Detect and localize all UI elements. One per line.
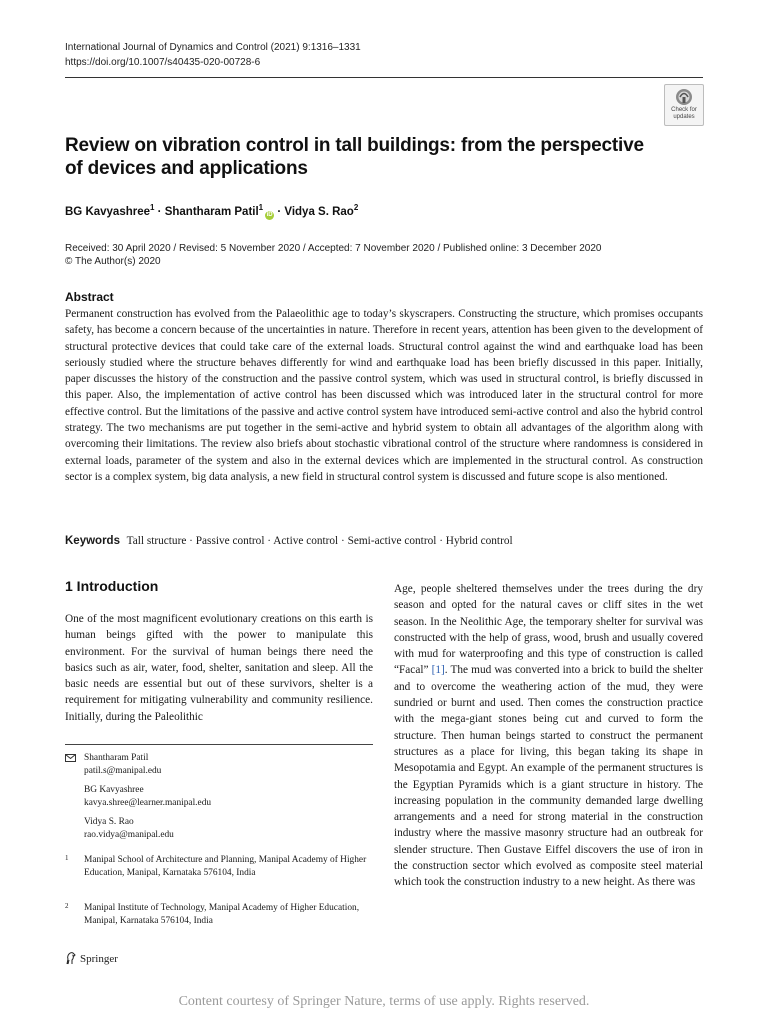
affiliation-number: 1 xyxy=(65,854,69,862)
author-separator: · xyxy=(154,205,165,218)
contact-email[interactable]: kavya.shree@learner.manipal.edu xyxy=(84,798,212,808)
affiliation-number: 2 xyxy=(65,902,69,910)
publisher-logo xyxy=(65,952,118,965)
mail-icon xyxy=(65,754,76,762)
contact-entry xyxy=(84,784,211,810)
journal-header xyxy=(65,40,361,70)
body-right-column xyxy=(394,581,703,891)
citation-link[interactable]: [1] xyxy=(431,664,445,677)
orcid-icon[interactable]: iD xyxy=(266,211,273,218)
body-left-column: One of the most magnificent evolutionary creations on this earth is human beings gifted with the power to manipulate this environment. For the survival of human beings there need the basics such as air, water, food, shelter, sanitation and sleep. All the basic needs are essential but out of these survivors, shelter is a requirement for mitigating vulnerability and community resilience. Initially, during the Paleolithic xyxy=(65,613,373,723)
footnote-divider xyxy=(65,744,373,745)
body-text: . The mud was converted into a brick to build the shelter and to overcome the weathering action of the mud, they were sundried or burnt and used. Then comes the construction practice with the mega-giant stones being cut and curved to form the structure. Then human beings started to construct the permanent structures as a place for living, this began taking its shape in Mesopotamia and Egypt. An example of the permanent structures is the Egyptian Pyramids which is a giant structure in history. The increasing population in the community demanded large dwelling arrangements and a need for strong material in the construction industry where the massive masonry structure had an outbreak for slender structure. Then Gustave Eiffel discovers the use of iron in the construction sector which evolved as composite steel material which took the construction industry to a new height. As there was xyxy=(394,664,703,889)
courtesy-notice: Content courtesy of Springer Nature, terms of use apply. Rights reserved. xyxy=(178,994,590,1009)
contact-name: BG Kavyashree xyxy=(84,785,144,795)
author-separator: · xyxy=(274,205,285,218)
author-affil-num: 1 xyxy=(150,203,155,212)
contact-entry xyxy=(84,816,174,842)
body-text: Age, people sheltered themselves under the trees during the dry season and opted for the natural caves or cliff sites in the wet season. In the Neolithic Age, the temporary shelter for survival was constructed with the help of grass, wood, brush and usually covered with mud for waterproofing and this type of construction is called “Facal” xyxy=(394,583,703,677)
section-heading: 1 Introduction xyxy=(65,578,159,594)
keywords xyxy=(65,533,705,549)
author-name[interactable]: BG Kavyashree xyxy=(65,205,151,218)
contact-entry xyxy=(84,752,161,778)
keywords-list: Tall structure · Passive control · Active control · Semi-active control · Hybrid control xyxy=(126,535,513,547)
check-badge-line2: updates xyxy=(673,114,695,120)
contact-name: Vidya S. Rao xyxy=(84,817,134,827)
check-for-updates-icon xyxy=(675,88,693,106)
abstract-text: Permanent construction has evolved from the Palaeolithic age to today’s skyscrapers. Constructing the structure, which promises occupants safety, has become a concern because of the uncertainties in nature. Therefore in recent years, attention has been given to the development of structural protective devices that could take care of the external loads. Structural control against the wind and earthquake load has been seriously studied where the structure behaves differently for wind and earthquake load has been briefly discussed in this paper. Initially, paper discusses the history of the construction and the passive control system, which was used in structural control, is briefly discussed in this paper. Also, the implementation of active control has been discussed which was introduced later in the structural control for more effective control. But the limitations of the passive and active control system have introduced semi-active control and also the hybrid control strategy. The two mechanisms are put together in the semi-active and hybrid system to obtain all advantages of the algorithm along with overcoming their limitations. The review also briefs about stochastic vibrational control of the structure where randomness is considered in external loads, parameter of the system and also in the external devices which are implemented in the structural control. As construction sector is a complex system, big data analysis, a new field in structural control system is discussed and future scope is also mentioned. xyxy=(65,308,703,483)
contact-email[interactable]: patil.s@manipal.edu xyxy=(84,766,162,776)
history-dates: Received: 30 April 2020 / Revised: 5 November 2020 / Accepted: 7 November 2020 / Published online: 3 December 2020 xyxy=(65,243,602,254)
springer-horse-icon xyxy=(65,952,77,965)
author-affil-num: 2 xyxy=(353,203,359,212)
contact-email[interactable]: rao.vidya@manipal.edu xyxy=(84,830,174,840)
paper-title xyxy=(65,134,665,180)
header-divider xyxy=(65,77,703,78)
author-affil-num: 1 xyxy=(258,203,264,212)
keywords-heading: Keywords xyxy=(65,535,120,547)
doi-link[interactable]: https://doi.org/10.1007/s40435-020-00728-6 xyxy=(65,57,261,68)
author-list xyxy=(65,203,358,220)
affiliation-text: Manipal School of Architecture and Planning, Manipal Academy of Higher Education, Manipal, Karnataka 576104, India xyxy=(84,855,367,878)
journal-citation: International Journal of Dynamics and Control (2021) 9:1316–1331 xyxy=(65,42,361,53)
publisher-name: Springer xyxy=(80,952,118,965)
contact-name: Shantharam Patil xyxy=(84,753,149,763)
abstract-heading: Abstract xyxy=(65,290,114,304)
author-name[interactable]: Vidya S. Rao xyxy=(284,205,354,218)
affiliation-text: Manipal Institute of Technology, Manipal Academy of Higher Education, Manipal, Karnataka 576104, India xyxy=(84,903,360,926)
publication-dates xyxy=(65,242,601,268)
author-name[interactable]: Shantharam Patil xyxy=(164,205,259,218)
check-badge-line1: Check for xyxy=(671,107,697,113)
title-line-1: Review on vibration control in tall buildings: from the perspective xyxy=(65,135,644,156)
check-for-updates-badge[interactable] xyxy=(664,84,704,126)
title-line-2: of devices and applications xyxy=(65,158,308,179)
copyright-line: © The Author(s) 2020 xyxy=(65,256,161,267)
